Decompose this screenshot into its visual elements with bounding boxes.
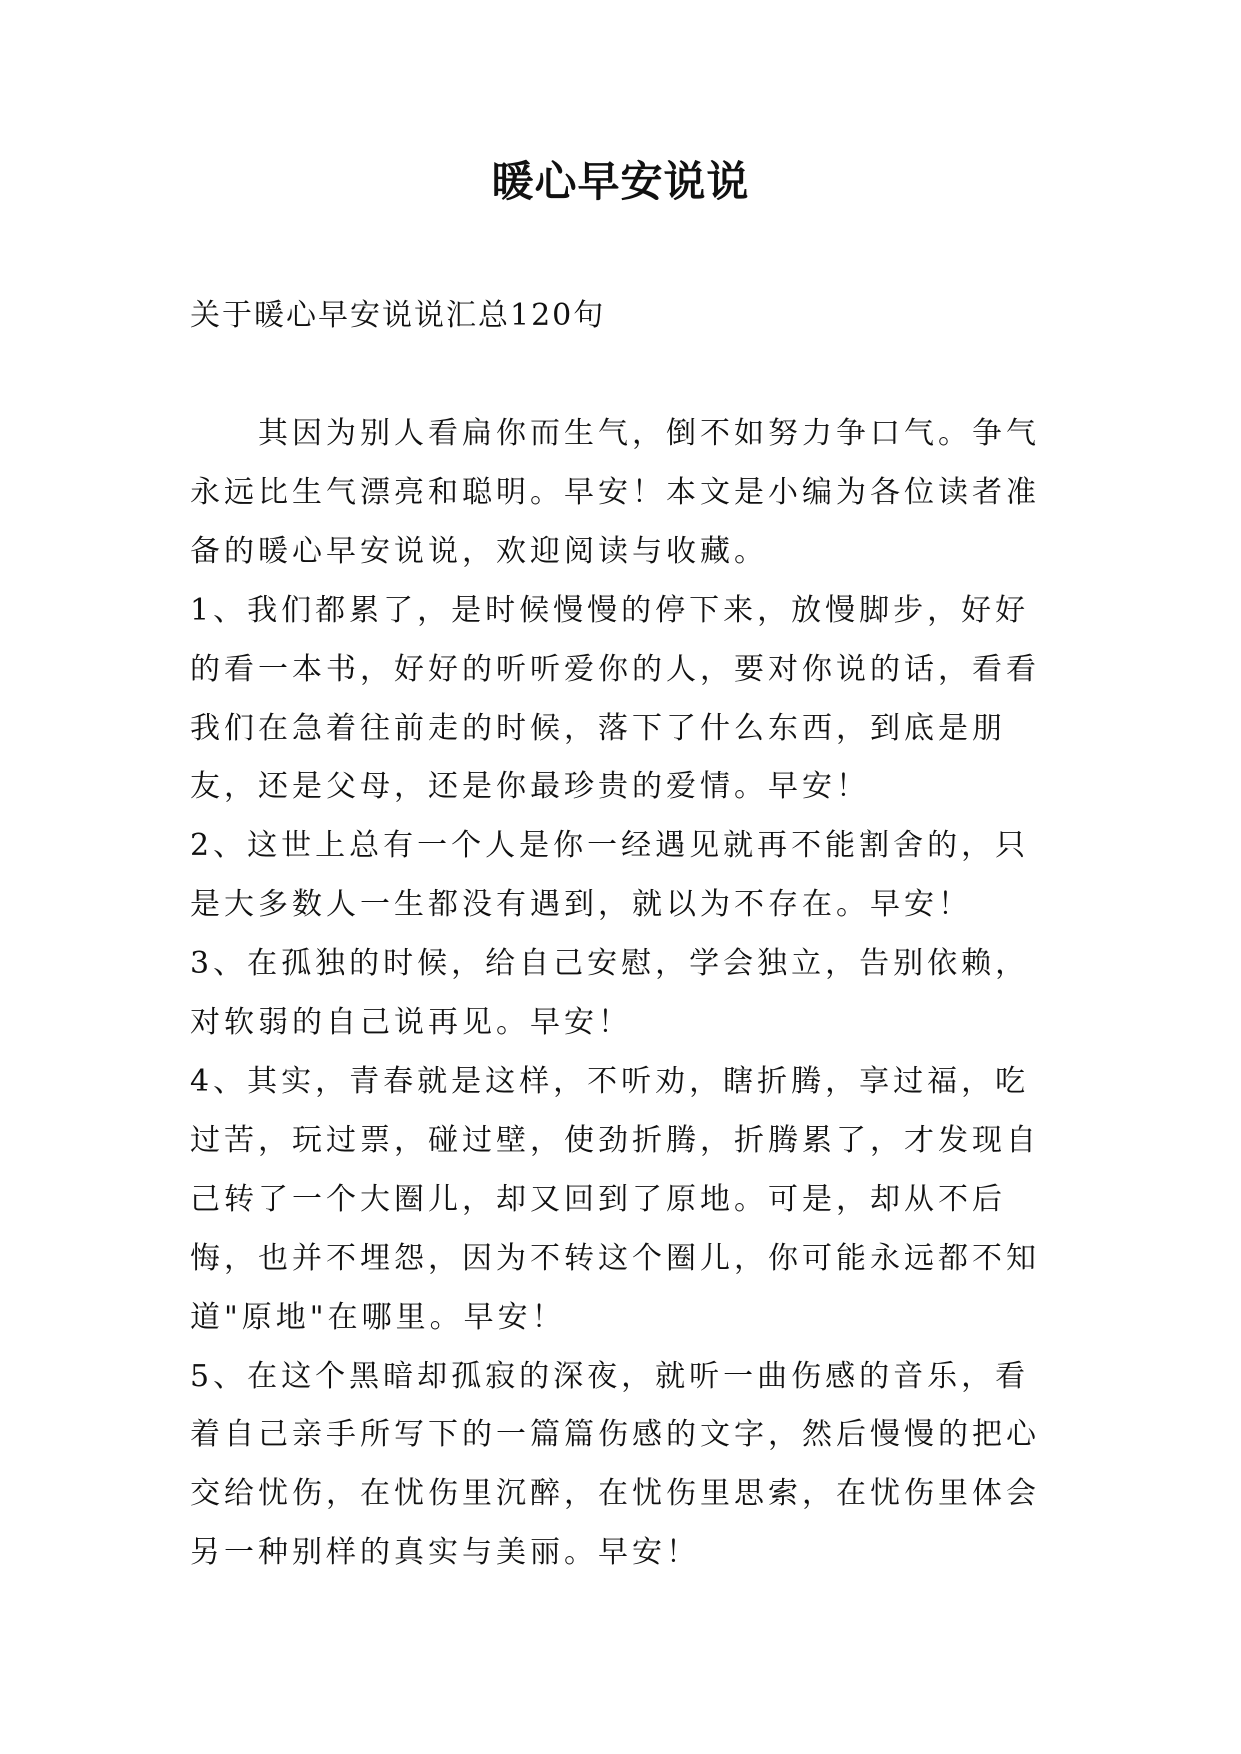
- document-body: [190, 405, 1050, 1583]
- document-subtitle: 关于暖心早安说说汇总120句: [190, 298, 606, 333]
- list-item: 5、在这个黑暗却孤寂的深夜，就听一曲伤感的音乐，看着自己亲手所写下的一篇篇伤感的文字，然后慢慢的把心交给忧伤，在忧伤里沉醉，在忧伤里思索，在忧伤里体会另一种别样的真实与美丽。早安！: [190, 1358, 1040, 1571]
- intro-paragraph: 其因为别人看扁你而生气，倒不如努力争口气。争气永远比生气漂亮和聪明。早安！本文是小编为各位读者准备的暖心早安说说，欢迎阅读与收藏。: [190, 416, 1040, 569]
- list-item: 2、这世上总有一个人是你一经遇见就再不能割舍的，只是大多数人一生都没有遇到，就以为不存在。早安！: [190, 828, 1030, 923]
- list-item: 4、其实，青春就是这样，不听劝，瞎折腾，享过福，吃过苦，玩过票，碰过壁，使劲折腾，折腾累了，才发现自己转了一个大圈儿，却又回到了原地。可是，却从不后悔，也并不埋怨，因为不转这个圈儿，你可能永远都不知道"原地"在哪里。早安！: [190, 1063, 1040, 1335]
- document-title: 暖心早安说说: [491, 157, 750, 206]
- list-item: 3、在孤独的时候，给自己安慰，学会独立，告别依赖，对软弱的自己说再见。早安！: [190, 946, 1030, 1041]
- list-item: 1、我们都累了，是时候慢慢的停下来，放慢脚步，好好的看一本书，好好的听听爱你的人，要对你说的话，看看我们在急着往前走的时候，落下了什么东西，到底是朋友，还是父母，还是你最珍贵的爱情。早安！: [190, 592, 1040, 805]
